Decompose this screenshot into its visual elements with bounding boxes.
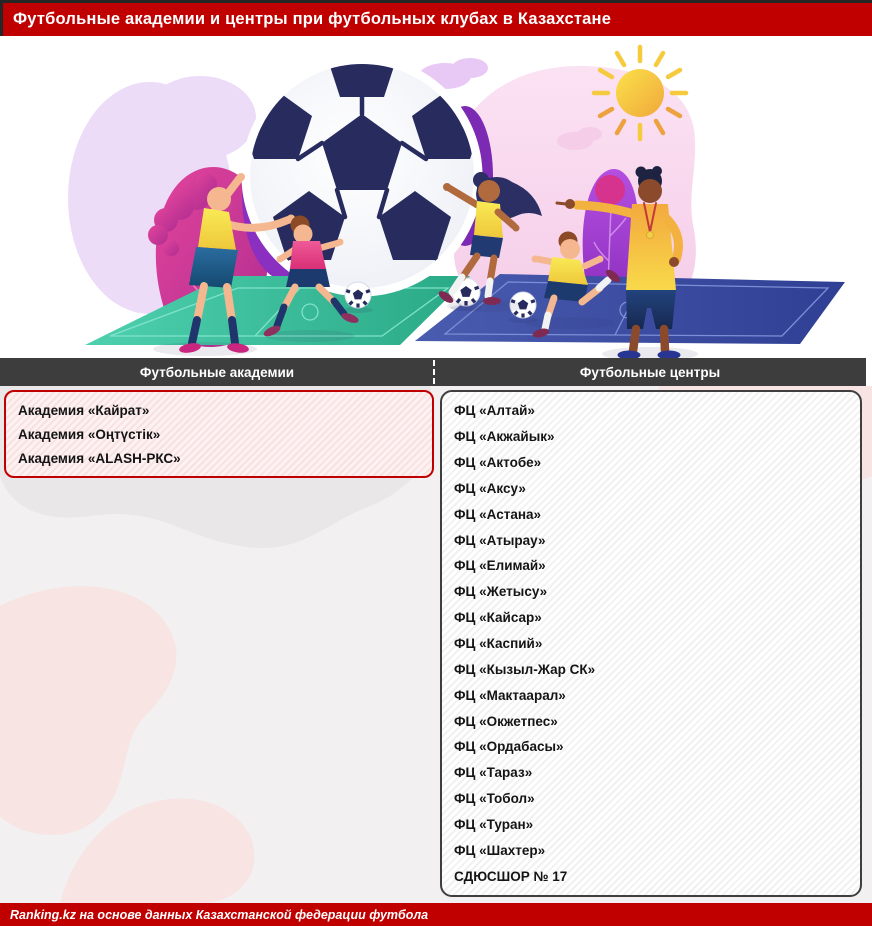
academies-header-label: Футбольные академии [139,364,295,380]
list-item: ФЦ «Туран» [454,816,534,832]
list-item: ФЦ «Ордабасы» [454,739,564,755]
list-item: ФЦ «Аксу» [454,480,526,496]
list-item: Академия «ALASH-РКС» [18,450,181,466]
centers-header-label: Футбольные центры [579,364,721,380]
title-bar [0,0,872,36]
list-item: ФЦ «Шахтер» [454,842,546,858]
illustration-area [0,36,872,358]
list-item: ФЦ «Мактаарал» [454,687,566,703]
list-item: Академия «Кайрат» [18,402,150,418]
column-header-centers [434,358,866,386]
list-item: ФЦ «Актобе» [454,455,542,471]
academies-list [4,390,434,478]
list-item: ФЦ «Астана» [454,506,542,522]
footer-bar [0,903,872,926]
list-item: ФЦ «Атырау» [454,532,546,548]
list-item: ФЦ «Кызыл-Жар СК» [454,661,596,677]
column-headers [0,358,872,386]
list-item: ФЦ «Жетысу» [454,584,548,600]
list-item: ФЦ «Окжетпес» [454,713,558,729]
list-item: ФЦ «Тобол» [454,791,535,807]
page-title: Футбольные академии и центры при футбольных клубах в Казахстане [13,10,612,28]
list-item: Академия «Оңтүстік» [18,426,161,442]
source-credit: Ranking.kz на основе данных Казахстанской федерации футбола [10,907,429,922]
kids-playing-football-illustration [0,36,872,358]
dashed-divider [433,360,435,384]
list-item: ФЦ «Алтай» [454,403,535,419]
lists-area [0,386,872,903]
list-item: СДЮСШОР № 17 [454,868,568,884]
list-item: ФЦ «Каспий» [454,636,543,652]
list-item: ФЦ «Елимай» [454,558,546,574]
list-item: ФЦ «Кайсар» [454,610,542,626]
centers-list [440,390,862,897]
column-header-academies [0,358,434,386]
list-item: ФЦ «Тараз» [454,765,533,781]
list-item: ФЦ «Акжайык» [454,429,555,445]
